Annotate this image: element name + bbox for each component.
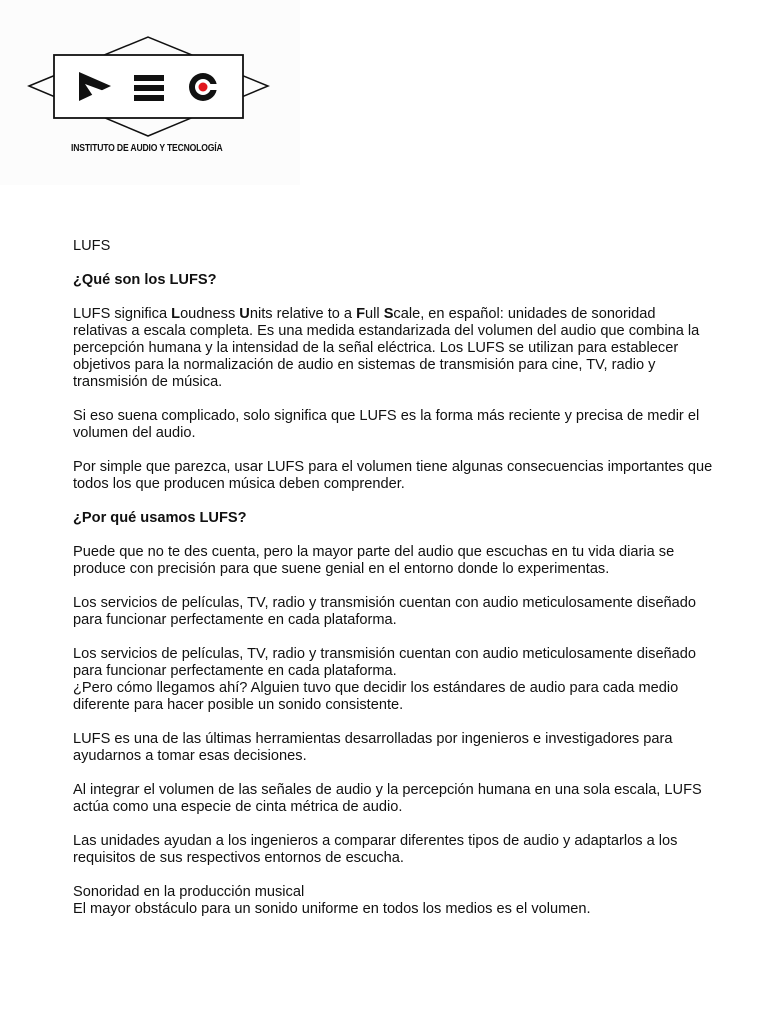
definition-rest: cale, en español: unidades de sonoridad relativas a escala completa. Es una medida estandarizada del volumen del audio que combina la percepción humana y la intensidad de la señal eléctrica. Los LUFS se utilizan para establecer objetivos para la normalización de audio en sistemas de transmisión para cine, TV, radio y transmisión de música. (73, 306, 700, 390)
paragraph-units: Las unidades ayudan a los ingenieros a comparar diferentes tipos de audio y adaptarlos a los requisitos de sus respectivos entornos de escucha. (73, 833, 678, 866)
heading-que-son: ¿Qué son los LUFS? (73, 272, 217, 288)
subheading-loudness: Sonoridad en la producción musical (73, 884, 305, 900)
heading-por-que: ¿Por qué usamos LUFS? (73, 510, 247, 526)
paragraph-definition (73, 306, 713, 391)
logo-caption: INSTITUTO DE AUDIO Y TECNOLOGÍA (71, 143, 223, 154)
paragraph-loudness (73, 884, 713, 918)
logo (0, 0, 300, 185)
definition-ull: ull (365, 306, 384, 322)
definition-oudness: oudness (180, 306, 240, 322)
document-body (73, 238, 713, 935)
document-title: LUFS (73, 238, 111, 254)
paragraph-tools: LUFS es una de las últimas herramientas desarrolladas por ingenieros e investigadores para ayudarnos a tomar esas decisiones. (73, 731, 673, 764)
paragraph-services-1: Los servicios de películas, TV, radio y transmisión cuentan con audio meticulosamente diseñado para funcionar perfectamente en cada plataforma. (73, 595, 697, 628)
paragraph-daily-audio: Puede que no te des cuenta, pero la mayor parte del audio que escuchas en tu vida diaria se produce con precisión para que suene genial en el entorno donde lo experimentas. (73, 544, 675, 577)
paragraph-integrate: Al integrar el volumen de las señales de audio y la percepción humana en una sola escala, LUFS actúa como una especie de cinta métrica de audio. (73, 782, 702, 815)
definition-nits: nits relative to a (249, 306, 357, 322)
definition-pre: LUFS significa (73, 306, 172, 322)
paragraph-simple: Por simple que parezca, usar LUFS para el volumen tiene algunas consecuencias importantes que todos los que producen música deben comprender. (73, 459, 713, 492)
paragraph-services-2 (73, 646, 713, 714)
definition-letter-f: F (356, 306, 366, 322)
paragraph-complicated: Si eso suena complicado, solo significa que LUFS es la forma más reciente y precisa de medir el volumen del audio. (73, 408, 700, 441)
rec-logo-mark (0, 0, 300, 185)
definition-letter-l: L (171, 306, 181, 322)
definition-letter-s: S (383, 306, 394, 322)
definition-letter-u: U (239, 306, 250, 322)
obstacle-text: El mayor obstáculo para un sonido uniforme en todos los medios es el volumen. (73, 901, 591, 917)
logo-e-bars-icon (134, 75, 164, 101)
how-did-we-get-text: ¿Pero cómo llegamos ahí? Alguien tuvo que decidir los estándares de audio para cada medio diferente para hacer posible un sonido consistente. (73, 680, 679, 713)
services-2-text: Los servicios de películas, TV, radio y transmisión cuentan con audio meticulosamente diseñado para funcionar perfectamente en cada plataforma. (73, 646, 697, 679)
